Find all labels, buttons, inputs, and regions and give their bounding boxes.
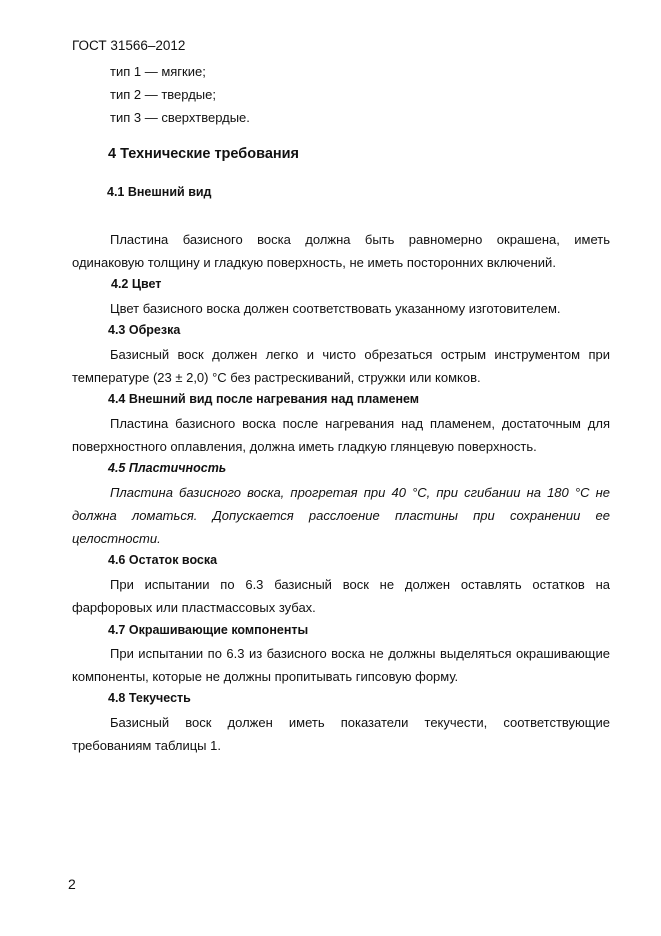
subsection-4-4-heading: 4.4 Внешний вид после нагревания над пламенем	[108, 392, 420, 406]
type-1-item: тип 1 — мягкие;	[110, 64, 206, 79]
subsection-4-1-heading: 4.1 Внешний вид	[107, 185, 212, 199]
subsection-4-3-text: Базисный воск должен легко и чисто обрезаться острым инструментом при температуре (23 ± 2,0) °С без растрескиваний, стружки или комков.	[72, 347, 610, 385]
subsection-4-6-text: При испытании по 6.3 базисный воск не должен оставлять остатков на фарфоровых или пластмассовых зубах.	[72, 577, 610, 615]
subsection-4-5-heading: 4.5 Пластичность	[108, 461, 227, 475]
section-4-title: 4 Технические требования	[108, 146, 300, 162]
type-2-item: тип 2 — твердые;	[110, 87, 216, 102]
subsection-4-7-heading: 4.7 Окрашивающие компоненты	[108, 623, 309, 637]
subsection-4-8-text: Базисный воск должен иметь показатели текучести, соответствующие требованиям таблицы 1.	[72, 715, 610, 753]
subsection-4-2-text: Цвет базисного воска должен соответствовать указанному изготовителем.	[110, 301, 561, 316]
document-header: ГОСТ 31566–2012	[72, 38, 186, 53]
type-3-item: тип 3 — сверхтвердые.	[110, 110, 250, 125]
subsection-4-5-text: Пластина базисного воска, прогретая при 40 °С, при сгибании на 180 °С не должна ломаться. Допускается расслоение пластины при сохранении ее целостности.	[72, 485, 610, 546]
subsection-4-1-text: Пластина базисного воска должна быть равномерно окрашена, иметь одинаковую толщину и гладкую поверхность, не иметь посторонних включений.	[72, 232, 610, 270]
subsection-4-6-heading: 4.6 Остаток воска	[108, 553, 218, 567]
page-number: 2	[68, 876, 76, 892]
subsection-4-4-text: Пластина базисного воска после нагревания над пламенем, достаточным для поверхностного оплавления, должна иметь гладкую глянцевую поверхность.	[72, 416, 610, 454]
subsection-4-8-heading: 4.8 Текучесть	[108, 691, 191, 705]
subsection-4-3-heading: 4.3 Обрезка	[108, 323, 181, 337]
subsection-4-7-text: При испытании по 6.3 из базисного воска не должны выделяться окрашивающие компоненты, которые не должны пропитывать гипсовую форму.	[72, 646, 610, 684]
subsection-4-2-heading: 4.2 Цвет	[111, 277, 162, 291]
